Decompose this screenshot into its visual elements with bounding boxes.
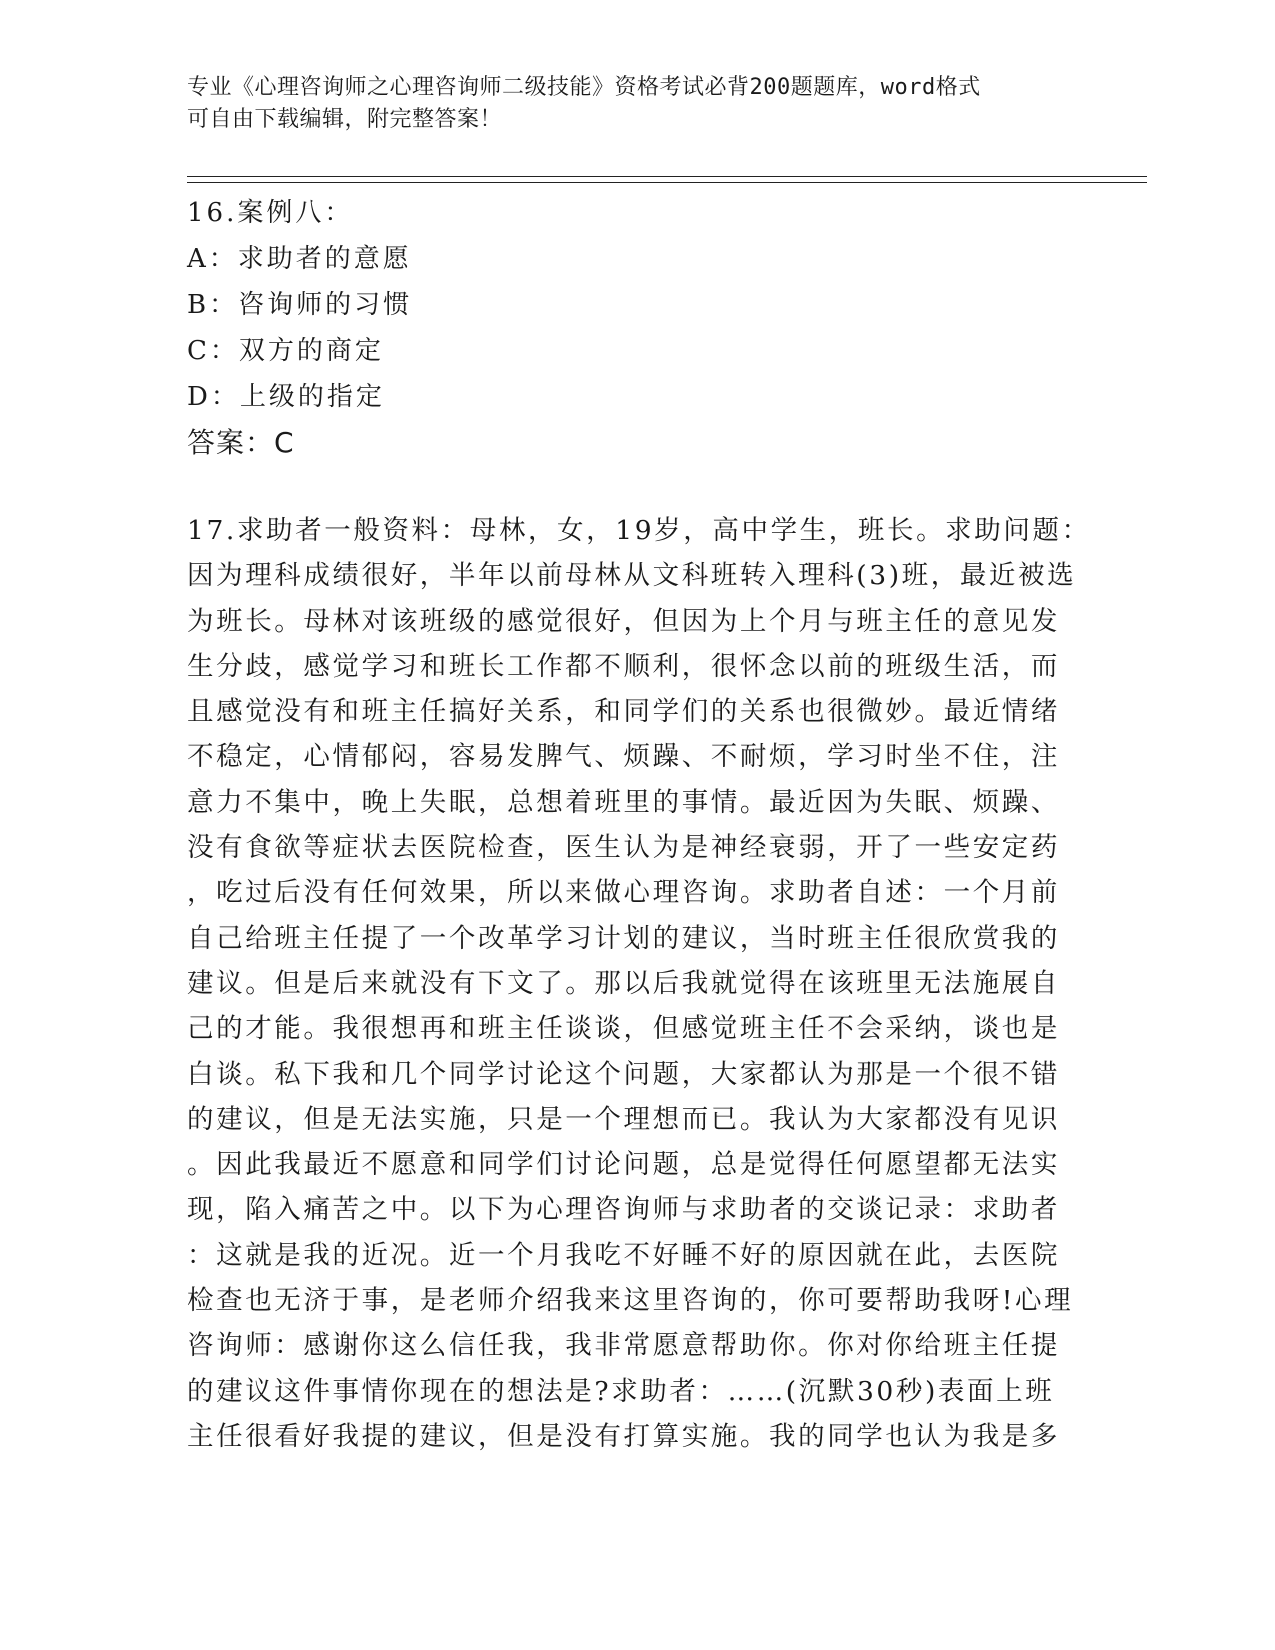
option-c: C：双方的商定 [187,336,384,366]
option-b: B：咨询师的习惯 [187,290,413,320]
question-17-text-line: 且感觉没有和班主任搞好关系，和同学们的关系也很微妙。最近情绪 [187,696,1060,728]
question-17-text-line: 因为理科成绩很好，半年以前母林从文科班转入理科(3)班，最近被选 [187,560,1077,592]
question-16-answer: 答案：C [187,426,295,459]
header-divider-bottom [187,182,1147,183]
question-17-text-line: 不稳定，心情郁闷，容易发脾气、烦躁、不耐烦，学习时坐不住，注 [187,741,1060,773]
question-17-text-line: 检查也无济于事，是老师介绍我来这里咨询的，你可要帮助我呀!心理 [187,1285,1074,1317]
question-17-text-line: 生分歧，感觉学习和班长工作都不顺利，很怀念以前的班级生活，而 [187,650,1060,682]
option-a: A：求助者的意愿 [187,244,412,274]
question-17-text-line: 建议。但是后来就没有下文了。那以后我就觉得在该班里无法施展自 [187,967,1060,999]
question-17 [187,508,1091,1459]
option-d: D：上级的指定 [187,382,385,412]
question-17-text-line: 的建议，但是无法实施，只是一个理想而已。我认为大家都没有见识 [187,1103,1060,1135]
question-17-text-line: 己的才能。我很想再和班主任谈谈，但感觉班主任不会采纳，谈也是 [187,1013,1060,1045]
question-17-text-line: 白谈。私下我和几个同学讨论这个问题，大家都认为那是一个很不错 [187,1058,1060,1090]
question-17-text-line: 现，陷入痛苦之中。以下为心理咨询师与求助者的交谈记录：求助者 [187,1194,1060,1226]
document-header [187,72,1067,136]
question-17-text-line: 17.求助者一般资料：母林，女，19岁，高中学生，班长。求助问题： [187,515,1091,546]
question-17-text-line: 。因此我最近不愿意和同学们讨论问题，总是觉得任何愿望都无法实 [187,1149,1060,1181]
header-divider-top [187,176,1147,177]
question-16 [187,190,1087,466]
question-17-text-line: 为班长。母林对该班级的感觉很好，但因为上个月与班主任的意见发 [187,605,1060,637]
question-17-text-line: 咨询师：感谢你这么信任我，我非常愿意帮助你。你对你给班主任提 [187,1330,1060,1362]
header-line-1: 专业《心理咨询师之心理咨询师二级技能》资格考试必背200题题库，word格式 [187,75,981,100]
question-17-text-line: 意力不集中，晚上失眠，总想着班里的事情。最近因为失眠、烦躁、 [187,786,1060,818]
header-line-2: 可自由下载编辑，附完整答案！ [187,107,503,132]
question-17-text-line: 自己给班主任提了一个改革学习计划的建议，当时班主任很欣赏我的 [187,922,1060,954]
question-17-text-line: 主任很看好我提的建议，但是没有打算实施。我的同学也认为我是多 [187,1420,1060,1452]
question-16-stem: 16.案例八： [187,198,354,228]
question-17-text-line: 的建议这件事情你现在的想法是?求助者：……(沉默30秒)表面上班 [187,1375,1055,1407]
question-17-text-line: 没有食欲等症状去医院检查，医生认为是神经衰弱，开了一些安定药 [187,832,1060,864]
question-17-text-line: ：这就是我的近况。近一个月我吃不好睡不好的原因就在此，去医院 [187,1239,1060,1271]
question-17-text-line: ，吃过后没有任何效果，所以来做心理咨询。求助者自述：一个月前 [187,877,1060,909]
